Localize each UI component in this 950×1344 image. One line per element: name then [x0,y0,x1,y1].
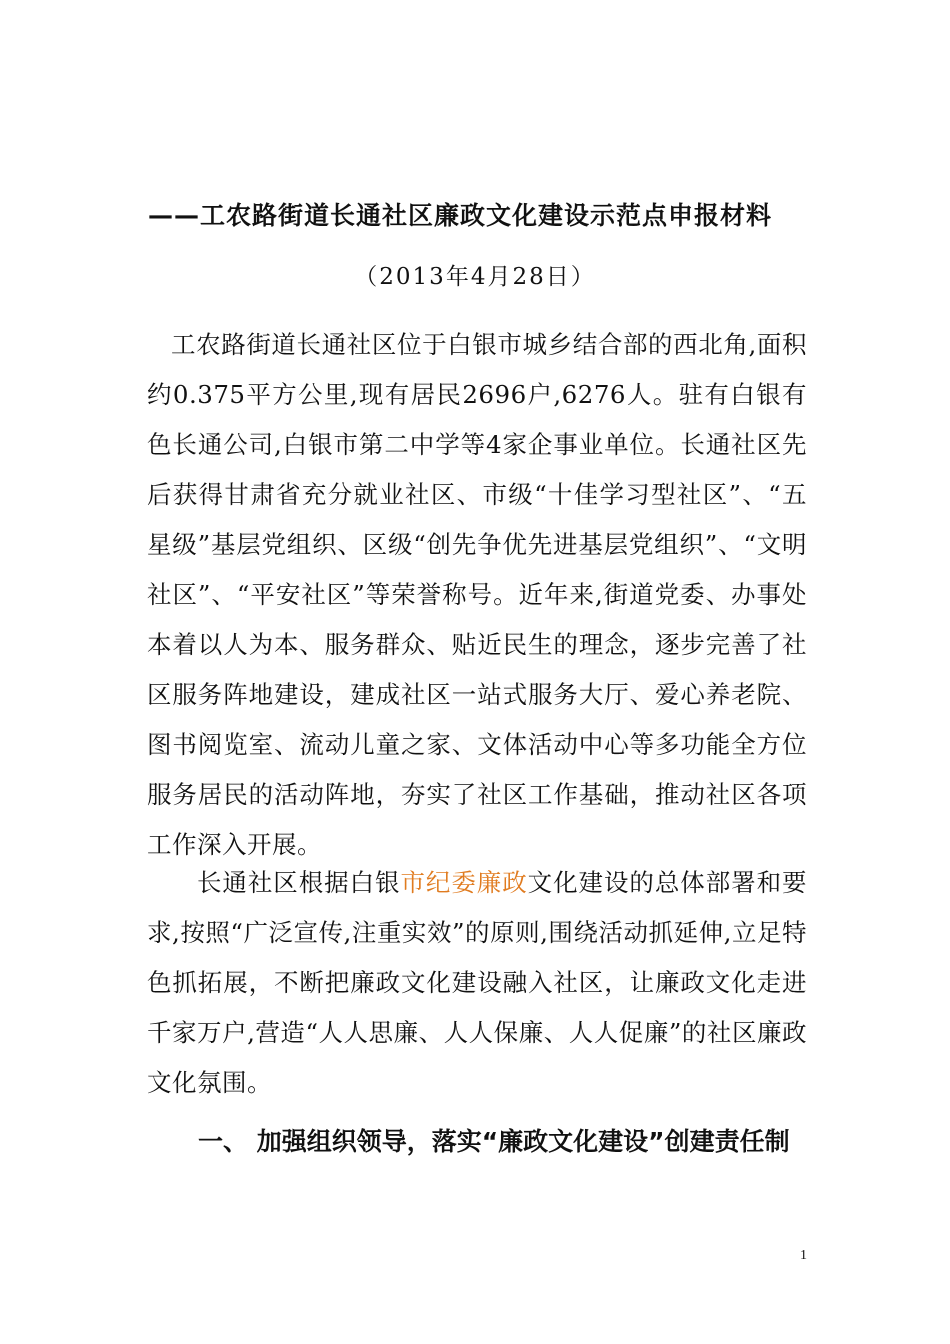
document-date: （2013年4月28日） [354,264,596,290]
section-heading: 一、 加强组织领导，落实“廉政文化建设”创建责任制 [198,1127,790,1156]
document-title: ——工农路街道长通社区廉政文化建设示范点申报材料 [148,201,773,230]
paragraph-text-after: 文化建设的总体部署和要求,按照“广泛宣传,注重实效”的原则,围绕活动抓延伸,立足特色抓拓展，不断把廉政文化建设融入社区，让廉政文化走进千家万户,营造“人人思廉、人人保廉、人人促廉”的社区廉政文化氛围。 [147,868,808,1097]
work-paragraph [147,858,807,1108]
paragraph-text-before: 长通社区根据白银 [197,868,401,897]
highlighted-link-text[interactable]: 市纪委廉政 [400,868,528,897]
intro-paragraph: 工农路街道长通社区位于白银市城乡结合部的西北角,面积约0.375平方公里,现有居民2696户,6276人。驻有白银有色长通公司,白银市第二中学等4家企事业单位。长通社区先后获得甘肃省充分就业社区、市级“十佳学习型社区”、“五星级”基层党组织、区级“创先争优先进基层党组织”、“文明社区”、“平安社区”等荣誉称号。近年来,街道党委、办事处本着以人为本、服务群众、贴近民生的理念，逐步完善了社区服务阵地建设，建成社区一站式服务大厅、爱心养老院、图书阅览室、流动儿童之家、文体活动中心等多功能全方位服务居民的活动阵地，夯实了社区工作基础，推动社区各项工作深入开展。 [147,330,807,859]
page-number: 1 [800,1248,807,1263]
